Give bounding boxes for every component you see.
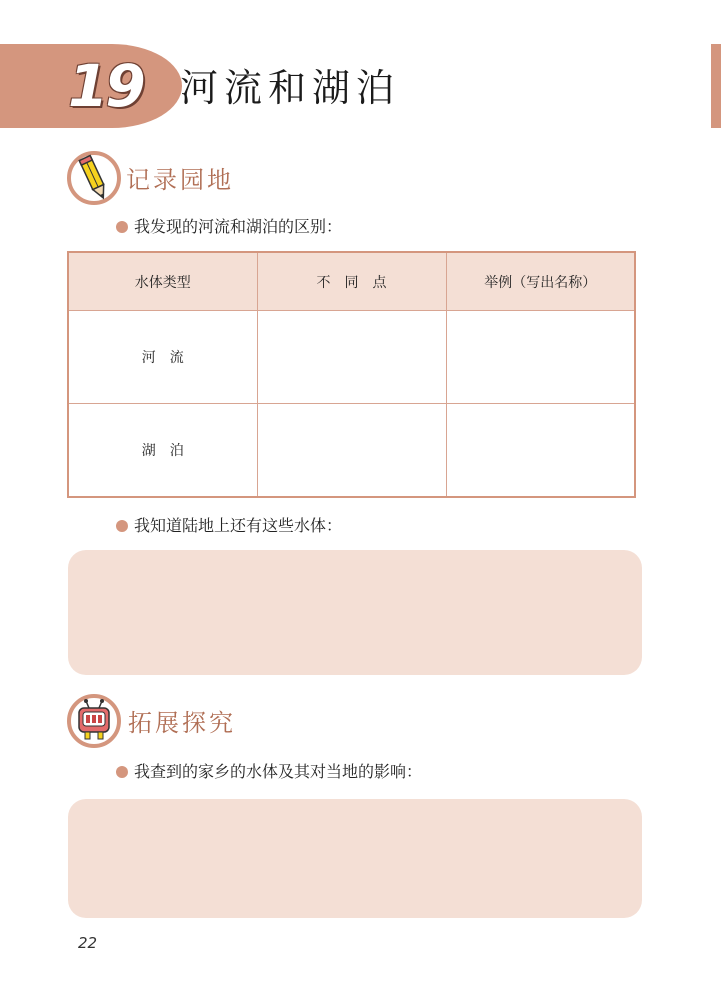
table-row — [68, 311, 635, 404]
prompt-differences: 我发现的河流和湖泊的区别： — [116, 216, 342, 238]
table-header-row — [68, 252, 635, 311]
robot-icon — [66, 693, 122, 749]
header-edge-tab — [711, 44, 721, 128]
bullet-dot-icon — [116, 520, 128, 532]
table-header-cell: 水体类型 — [68, 252, 257, 311]
answer-cell-difference[interactable] — [257, 404, 446, 498]
bullet-dot-icon — [116, 766, 128, 778]
row-type-lake: 湖 泊 — [68, 404, 257, 498]
answer-cell-example[interactable] — [446, 311, 635, 404]
comparison-table — [67, 251, 636, 498]
lesson-number: 19 — [68, 52, 143, 120]
table-header-cell: 不 同 点 — [257, 252, 446, 311]
table-row — [68, 404, 635, 498]
section-title-explore: 拓展探究 — [128, 709, 236, 737]
answer-box-hometown[interactable] — [68, 799, 642, 918]
answer-cell-difference[interactable] — [257, 311, 446, 404]
lesson-title: 河流和湖泊 — [180, 66, 401, 110]
table-header-cell: 举例（写出名称） — [446, 252, 635, 311]
bullet-dot-icon — [116, 221, 128, 233]
answer-box-other-water[interactable] — [68, 550, 642, 675]
pencil-icon — [66, 150, 122, 206]
section-title-record: 记录园地 — [126, 166, 234, 194]
prompt-hometown: 我查到的家乡的水体及其对当地的影响： — [116, 761, 422, 783]
answer-cell-example[interactable] — [446, 404, 635, 498]
prompt-other-water: 我知道陆地上还有这些水体： — [116, 515, 342, 537]
page-number: 22 — [78, 934, 98, 952]
row-type-river: 河 流 — [68, 311, 257, 404]
